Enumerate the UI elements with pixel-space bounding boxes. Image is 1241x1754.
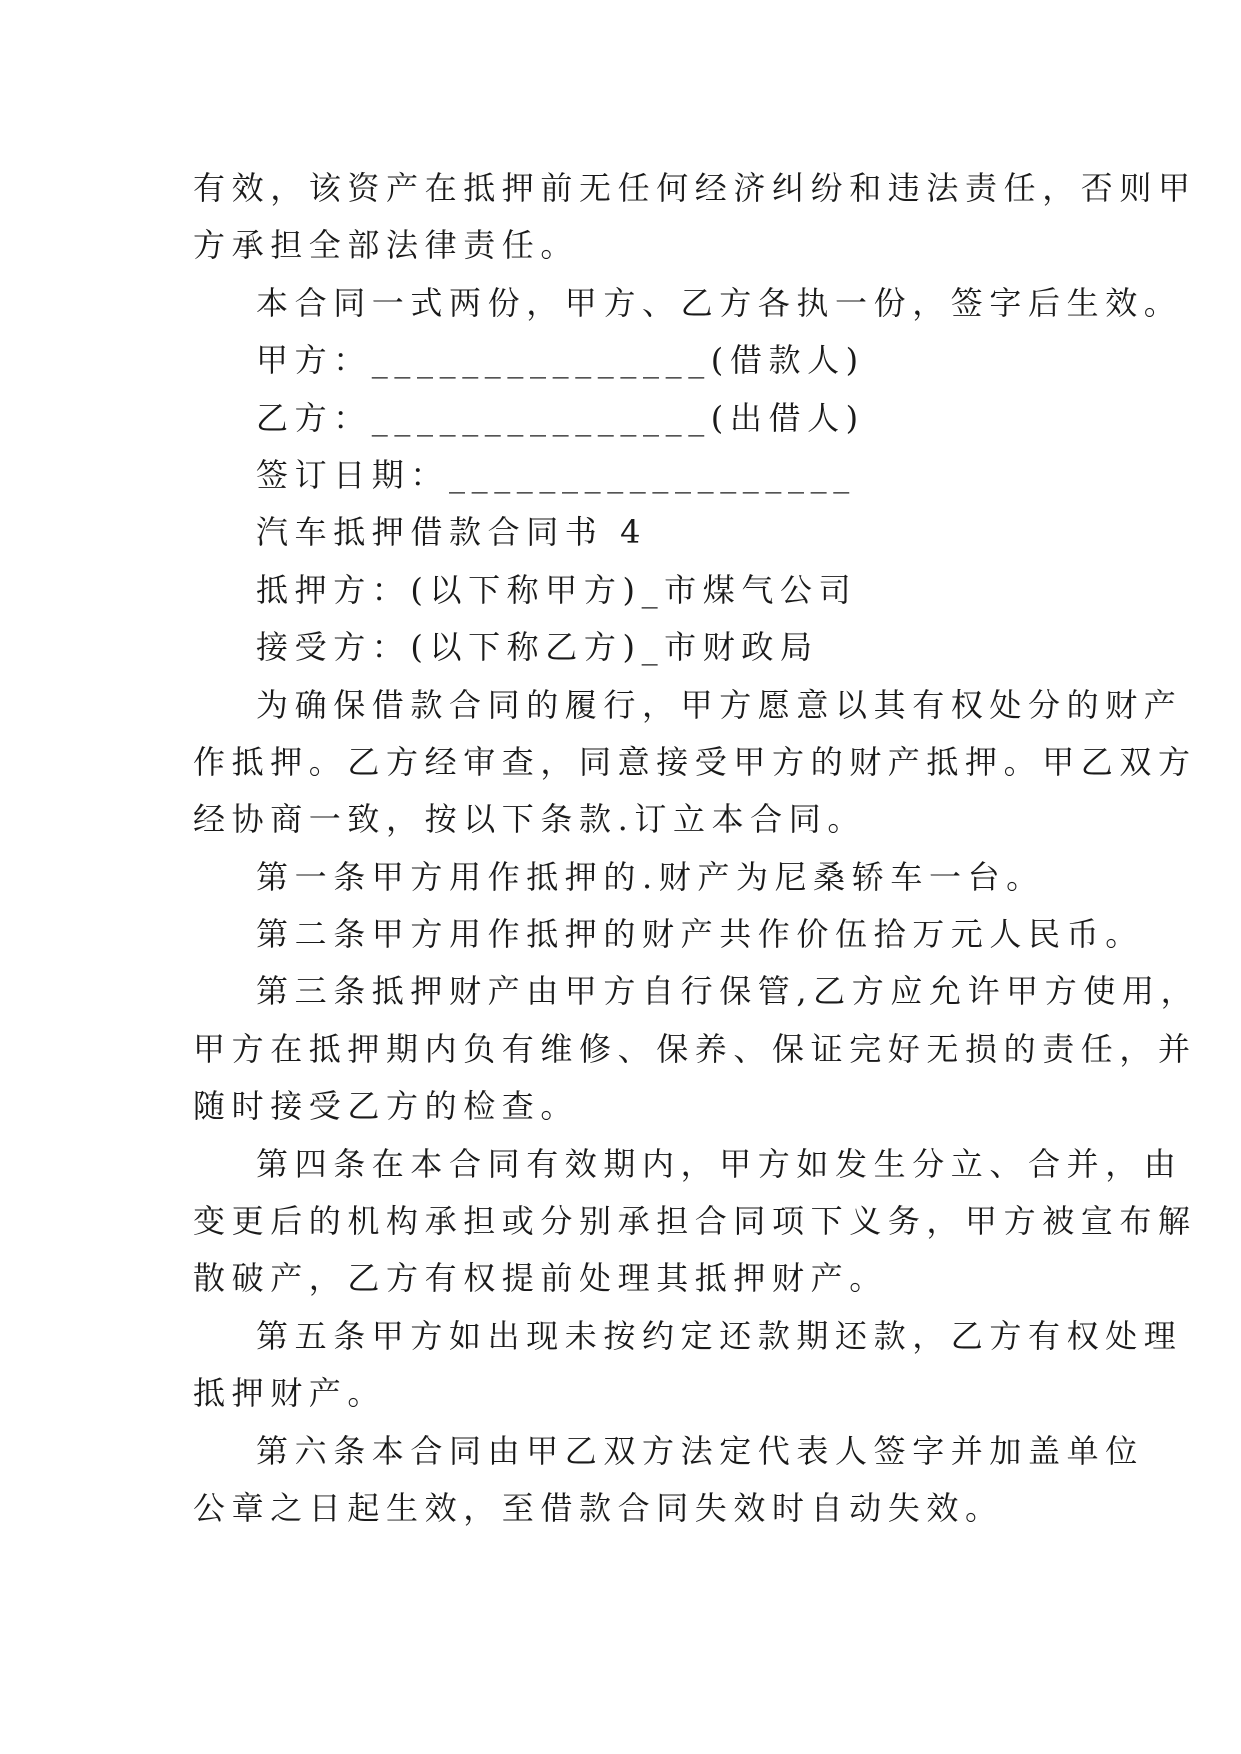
text-line: 签订日期：__________________	[256, 455, 856, 494]
text-line: 甲方在抵押期内负有维修、保养、保证完好无损的责任，并	[193, 1029, 1197, 1068]
text-line: 方承担全部法律责任。	[193, 226, 580, 265]
text-line: 为确保借款合同的履行，甲方愿意以其有权处分的财产	[256, 685, 1183, 724]
text-line: 甲方：_______________(借款人)	[256, 341, 865, 380]
text-line: 乙方：_______________(出借人)	[256, 398, 865, 437]
text-line: 本合同一式两份，甲方、乙方各执一份，签字后生效。	[256, 283, 1183, 322]
text-line: 抵押财产。	[193, 1374, 387, 1413]
text-line: 第四条在本合同有效期内，甲方如发生分立、合并，由	[256, 1144, 1183, 1183]
text-line: 第五条甲方如出现未按约定还款期还款，乙方有权处理	[256, 1316, 1183, 1355]
text-line: 第一条甲方用作抵押的.财产为尼桑轿车一台。	[256, 857, 1045, 896]
text-line: 汽车抵押借款合同书 4	[256, 513, 648, 552]
text-line: 接受方：(以下称乙方)_市财政局	[256, 628, 819, 667]
text-line: 抵押方：(以下称甲方)_市煤气公司	[256, 570, 858, 609]
text-line: 作抵押。乙方经审查，同意接受甲方的财产抵押。甲乙双方	[193, 742, 1197, 781]
text-line: 经协商一致，按以下条款.订立本合同。	[193, 800, 866, 839]
text-line: 随时接受乙方的检查。	[193, 1087, 580, 1126]
text-line: 公章之日起生效，至借款合同失效时自动失效。	[193, 1488, 1004, 1527]
text-line: 变更后的机构承担或分别承担合同项下义务，甲方被宣布解	[193, 1202, 1197, 1241]
text-line: 有效，该资产在抵押前无任何经济纠纷和违法责任，否则甲	[193, 169, 1197, 207]
text-line: 第三条抵押财产由甲方自行保管,乙方应允许甲方使用，	[256, 972, 1200, 1011]
text-line: 散破产，乙方有权提前处理其抵押财产。	[193, 1259, 888, 1298]
text-line: 第六条本合同由甲乙双方法定代表人签字并加盖单位	[256, 1431, 1144, 1470]
text-line: 第二条甲方用作抵押的财产共作价伍拾万元人民币。	[256, 915, 1144, 954]
document-page	[193, 160, 1200, 1537]
